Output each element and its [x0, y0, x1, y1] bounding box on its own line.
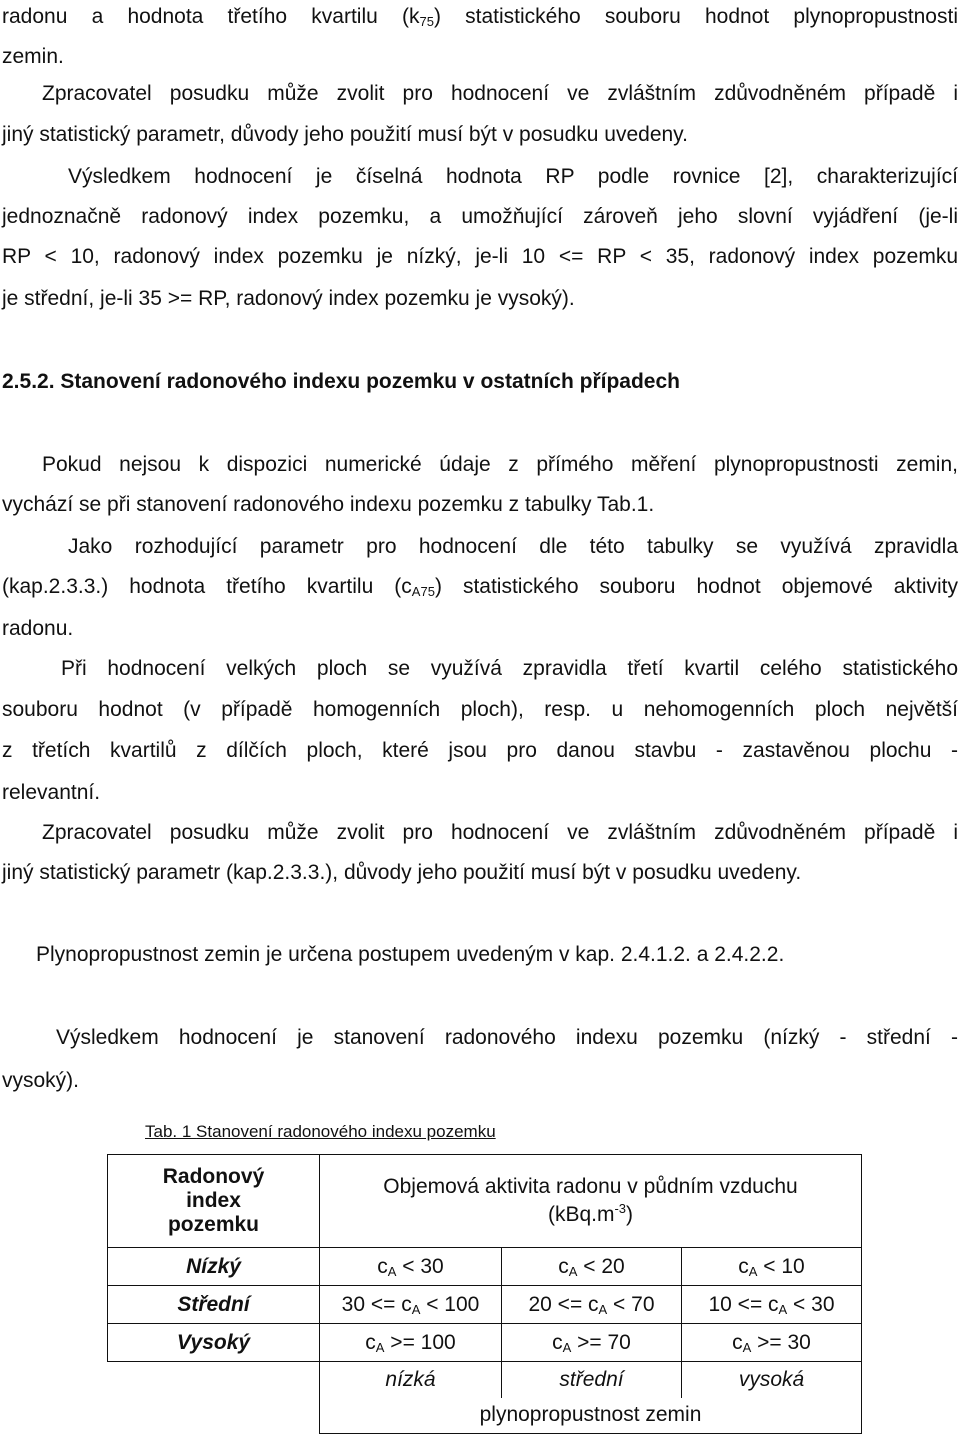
permeability-label: plynopropustnost zemin	[320, 1398, 862, 1434]
permeability-row	[108, 1362, 862, 1398]
text-line: relevantní.	[2, 781, 101, 804]
section-heading: 2.5.2. Stanovení radonového indexu pozemku v ostatních případech	[2, 370, 680, 393]
text-line: RP < 10, radonový index pozemku je nízký, je-li 10 <= RP < 35, radonový index pozemku	[2, 245, 958, 268]
table-row	[108, 1324, 862, 1362]
text-line: vychází se při stanovení radonového indexu pozemku z tabulky Tab.1.	[2, 493, 655, 516]
text-line: Výsledkem hodnocení je číselná hodnota RP podle rovnice [2], charakterizující	[68, 165, 958, 188]
text-line: Zpracovatel posudku může zvolit pro hodnocení ve zvláštním zdůvodněném případě i	[42, 82, 958, 105]
permeability-level: nízká	[320, 1362, 502, 1398]
table-cell: $30 <= c_A < 100$	[320, 1286, 502, 1324]
text-line: Pokud nejsou k dispozici numerické údaje z přímého měření plynopropustnosti zemin,	[42, 453, 958, 476]
text-line: Výsledkem hodnocení je stanovení radonového indexu pozemku (nízký - střední -	[56, 1026, 958, 1049]
table-header-row	[108, 1155, 862, 1248]
text-line: radonu.	[2, 617, 74, 640]
row-label: Vysoký	[108, 1324, 320, 1362]
radon-index-table	[107, 1154, 862, 1434]
table-row	[108, 1248, 862, 1286]
table-cell: $c_A >= 100$	[320, 1324, 502, 1362]
table-cell: $c_A >= 30$	[682, 1324, 862, 1362]
table-cell: $10 <= c_A < 30$	[682, 1286, 862, 1324]
permeability-level: vysoká	[682, 1362, 862, 1398]
header-radon-activity: Objemová aktivita radonu v půdním vzduchu $(kBq.m^{-3})$	[320, 1155, 862, 1248]
table-cell: $c_A < 20$	[502, 1248, 682, 1286]
table-cell: $c_A < 10$	[682, 1248, 862, 1286]
permeability-label-row	[108, 1398, 862, 1434]
text-line: Plynopropustnost zemin je určena postupem uvedeným v kap. 2.4.1.2. a 2.4.2.2.	[36, 943, 785, 966]
text-line: z třetích kvartilů z dílčích ploch, které jsou pro danou stavbu - zastavěnou plochu -	[2, 739, 958, 762]
table-row	[108, 1286, 862, 1324]
table-cell: $20 <= c_A < 70$	[502, 1286, 682, 1324]
table-caption: Tab. 1 Stanovení radonového indexu pozemku	[145, 1122, 496, 1141]
text-line: radonu a hodnota třetího kvartilu $(k_{75})$ statistického souboru hodnot plynopropustnosti	[2, 5, 958, 29]
permeability-level: střední	[502, 1362, 682, 1398]
text-line: souboru hodnot (v případě homogenních ploch), resp. u nehomogenních ploch největší	[2, 698, 958, 721]
table-cell: $c_A < 30$	[320, 1248, 502, 1286]
text-line: Při hodnocení velkých ploch se využívá zpravidla třetí kvartil celého statistického	[61, 657, 958, 680]
header-radon-index: Radonový index pozemku	[108, 1155, 320, 1248]
text-line: (kap.2.3.3.) hodnota třetího kvartilu $(c_{A75})$ statistického souboru hodnot objemové aktivity	[2, 575, 958, 599]
text-line: jiný statistický parametr (kap.2.3.3.), důvody jeho použití musí být v posudku uvedeny.	[2, 861, 802, 884]
text-line: Jako rozhodující parametr pro hodnocení dle této tabulky se využívá zpravidla	[68, 535, 958, 558]
text-line: jiný statistický parametr, důvody jeho použití musí být v posudku uvedeny.	[2, 123, 688, 146]
text-line: jednoznačně radonový index pozemku, a umožňující zároveň jeho slovní vyjádření (je-li	[2, 205, 958, 228]
row-label: Nízký	[108, 1248, 320, 1286]
text-line: vysoký).	[2, 1069, 80, 1092]
text-line: Zpracovatel posudku může zvolit pro hodnocení ve zvláštním zdůvodněném případě i	[42, 821, 958, 844]
text-line: zemin.	[2, 45, 64, 68]
row-label: Střední	[108, 1286, 320, 1324]
table-cell: $c_A >= 70$	[502, 1324, 682, 1362]
text-line: je střední, je-li 35 >= RP, radonový index pozemku je vysoký).	[2, 287, 575, 310]
